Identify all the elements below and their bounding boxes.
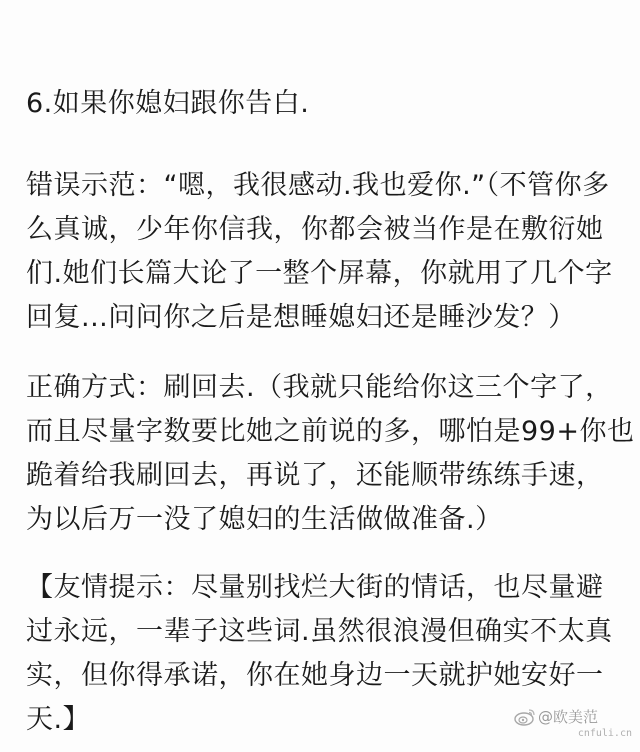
wrong-example-paragraph [26, 164, 626, 340]
correct-way-line-2: 而且尽量字数要比她之前说的多，哪怕是99+你也 [26, 416, 635, 447]
wrong-example-line-1: 错误示范：“嗯，我很感动.我也爱你.”（不管你多 [26, 170, 610, 201]
heading-paragraph [26, 82, 626, 126]
heading-line: 6.如果你媳妇跟你告白. [26, 88, 310, 119]
friendly-tip-line-4: 天.】 [26, 704, 91, 735]
watermark-site: cnfuli.cn [577, 728, 632, 739]
friendly-tip-line-1: 【友情提示：尽量别找烂大街的情话，也尽量避 [26, 572, 604, 603]
correct-way-paragraph [26, 366, 635, 542]
wrong-example-line-3: 们.她们长篇大论了一整个屏幕，你就用了几个字 [26, 258, 613, 289]
friendly-tip-line-2: 过永远，一辈子这些词.虽然很浪漫但确实不太真 [26, 616, 613, 647]
correct-way-line-1: 正确方式：刷回去.（我就只能给你这三个字了， [26, 372, 613, 403]
wrong-example-line-2: 么真诚，少年你信我，你都会被当作是在敷衍她 [26, 214, 604, 245]
friendly-tip-line-3: 实，但你得承诺，你在她身边一天就护她安好一 [26, 660, 604, 691]
weibo-logo-icon [514, 708, 536, 726]
correct-way-line-3: 跪着给我刷回去，再说了，还能顺带练练手速， [26, 460, 604, 491]
watermark [514, 704, 634, 744]
correct-way-line-4: 为以后万一没了媳妇的生活做做准备.） [26, 504, 503, 535]
watermark-handle: @欧美范 [538, 708, 599, 726]
wrong-example-line-4: 回复...问问你之后是想睡媳妇还是睡沙发？） [26, 302, 576, 333]
